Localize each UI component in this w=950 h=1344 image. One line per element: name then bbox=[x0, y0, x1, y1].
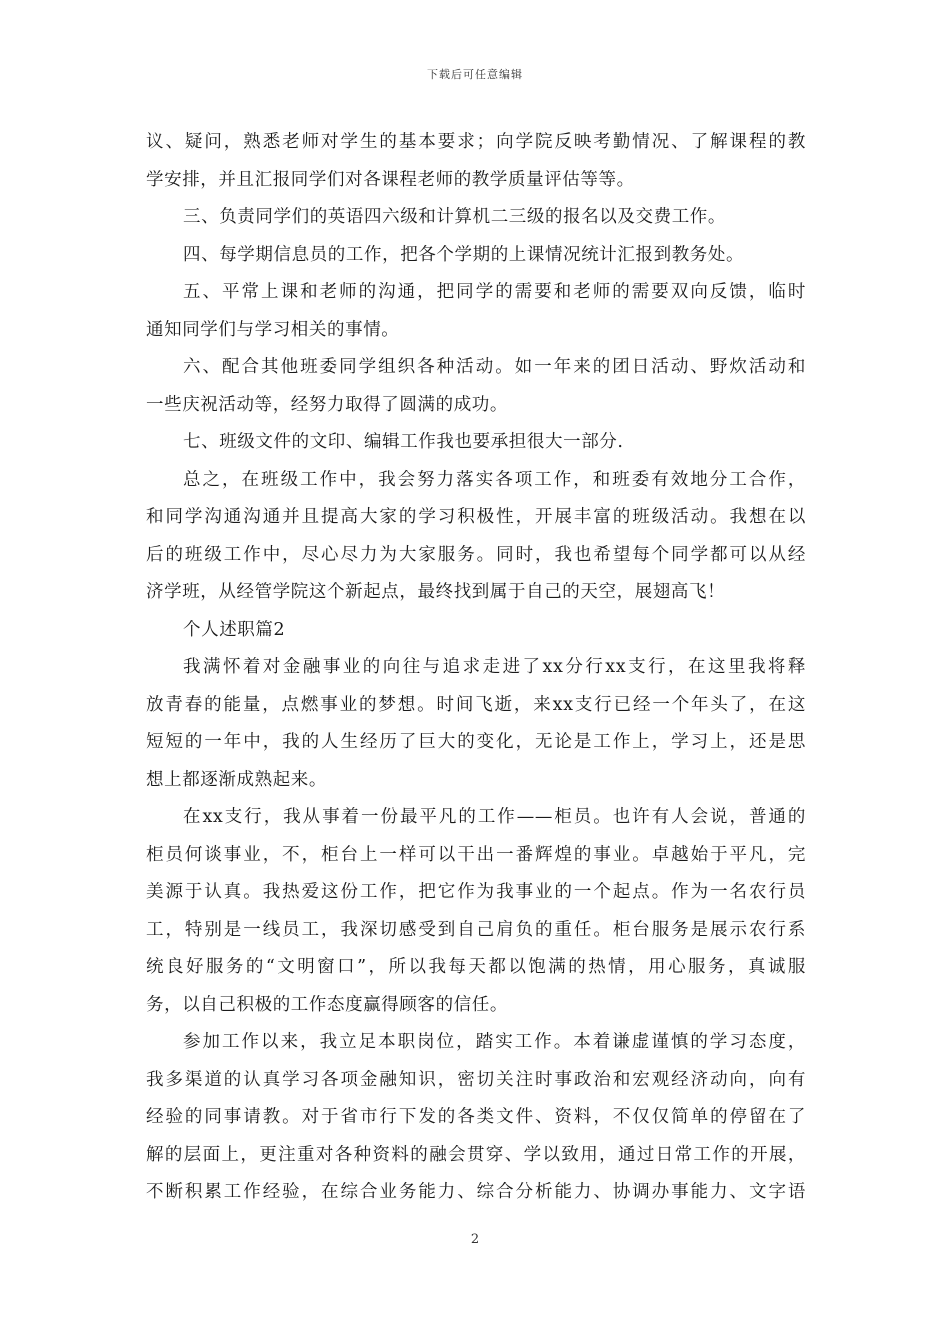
text-line: 四、每学期信息员的工作，把各个学期的上课情况统计汇报到教务处。 bbox=[183, 244, 745, 265]
text-line: 议、疑问，熟悉老师对学生的基本要求；向学院反映考勤情况、了解课程的教 bbox=[146, 132, 806, 152]
text-line: 在xx支行，我从事着一份最平凡的工作——柜员。也许有人会说，普通的 bbox=[183, 807, 806, 827]
text-line: 六、配合其他班委同学组织各种活动。如一年来的团日活动、野炊活动和 bbox=[183, 357, 806, 377]
page-header: 下载后可任意编辑 bbox=[427, 68, 523, 81]
text-line: 解的层面上，更注重对各种资料的融会贯穿、学以致用，通过日常工作的开展， bbox=[146, 1144, 806, 1165]
text-line: 放青春的能量，点燃事业的梦想。时间飞逝，来xx支行已经一个年头了，在这 bbox=[146, 694, 806, 715]
text-line: 个人述职篇2 bbox=[183, 619, 286, 640]
text-line: 务，以自己积极的工作态度赢得顾客的信任。 bbox=[146, 994, 508, 1015]
page-number: 2 bbox=[470, 1232, 480, 1247]
text-line: 学安排，并且汇报同学们对各课程老师的教学质量评估等等。 bbox=[146, 169, 635, 190]
text-line: 美源于认真。我热爱这份工作，把它作为我事业的一个起点。作为一名农行员 bbox=[146, 882, 806, 902]
text-line: 经验的同事请教。对于省市行下发的各类文件、资料，不仅仅简单的停留在了 bbox=[146, 1107, 806, 1127]
text-line: 不断积累工作经验，在综合业务能力、综合分析能力、协调办事能力、文字语 bbox=[146, 1182, 806, 1202]
text-line: 我多渠道的认真学习各项金融知识，密切关注时事政治和宏观经济动向，向有 bbox=[146, 1069, 806, 1090]
text-line: 柜员何谈事业，不，柜台上一样可以干出一番辉煌的事业。卓越始于平凡，完 bbox=[146, 844, 806, 865]
document-body bbox=[146, 124, 806, 1212]
text-line: 七、班级文件的文印、编辑工作我也要承担很大一部分. bbox=[183, 432, 624, 452]
text-line: 统良好服务的“文明窗口”，所以我每天都以饱满的热情，用心服务，真诚服 bbox=[146, 957, 806, 977]
text-line: 五、平常上课和老师的沟通，把同学的需要和老师的需要双向反馈，临时 bbox=[183, 282, 806, 302]
text-line: 短短的一年中，我的人生经历了巨大的变化，无论是工作上，学习上，还是思 bbox=[146, 732, 806, 752]
text-line: 通知同学们与学习相关的事情。 bbox=[146, 319, 400, 340]
text-line: 济学班，从经管学院这个新起点，最终找到属于自己的天空，展翅高飞！ bbox=[146, 582, 726, 602]
text-line: 参加工作以来，我立足本职岗位，踏实工作。本着谦虚谨慎的学习态度， bbox=[183, 1032, 806, 1052]
text-line: 工，特别是一线员工，我深切感受到自己肩负的重任。柜台服务是展示农行系 bbox=[146, 919, 806, 940]
text-line: 后的班级工作中，尽心尽力为大家服务。同时，我也希望每个同学都可以从经 bbox=[146, 544, 806, 565]
text-line: 一些庆祝活动等，经努力取得了圆满的成功。 bbox=[146, 394, 508, 415]
text-line: 想上都逐渐成熟起来。 bbox=[146, 769, 327, 790]
text-line: 和同学沟通沟通并且提高大家的学习积极性，开展丰富的班级活动。我想在以 bbox=[146, 507, 806, 527]
text-line: 我满怀着对金融事业的向往与追求走进了xx分行xx支行，在这里我将释 bbox=[183, 657, 806, 677]
text-line: 总之，在班级工作中，我会努力落实各项工作，和班委有效地分工合作， bbox=[183, 469, 806, 490]
text-line: 三、负责同学们的英语四六级和计算机二三级的报名以及交费工作。 bbox=[183, 207, 726, 227]
